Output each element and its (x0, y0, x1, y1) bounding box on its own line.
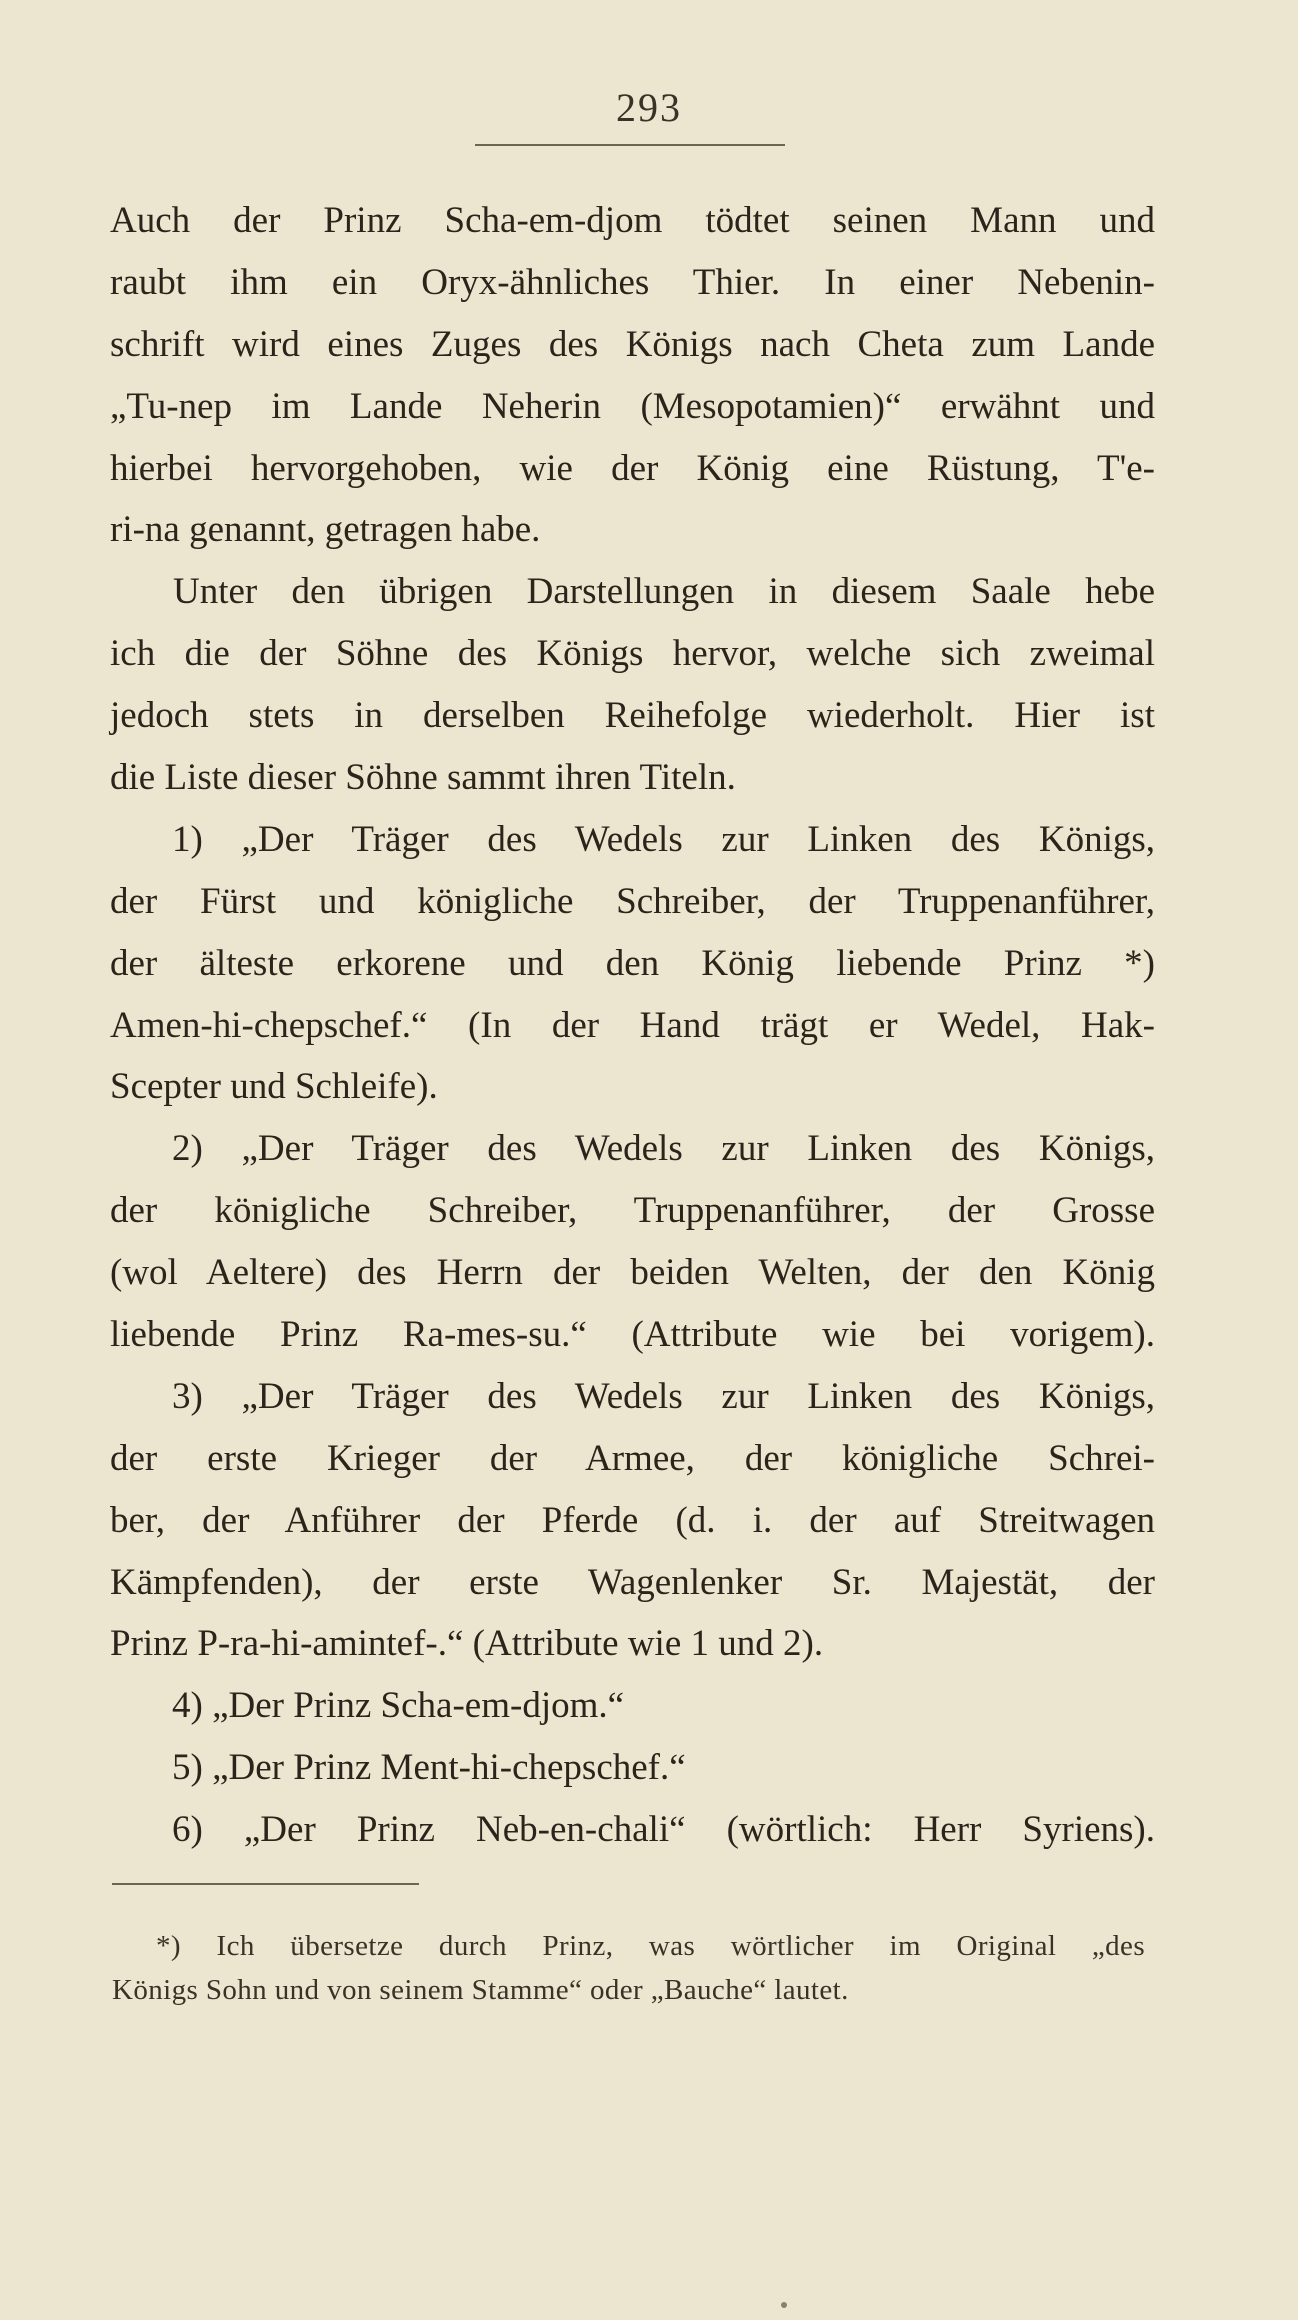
list-item-2: 2) „Der Träger des Wedels zur Linken des Königs, (172, 1128, 1155, 1170)
list-item-1: 1) „Der Träger des Wedels zur Linken des Königs, (172, 818, 1155, 860)
text-line: Kämpfenden), der erste Wagenlenker Sr. Majestät, der (110, 1561, 1155, 1603)
text-line: der Fürst und königliche Schreiber, der Truppenanführer, (110, 880, 1155, 922)
body-text (110, 190, 1155, 1861)
text-line: Scepter und Schleife). (110, 1066, 438, 1108)
text-line: die Liste dieser Söhne sammt ihren Titeln. (110, 757, 736, 799)
text-line: der königliche Schreiber, Truppenanführer, der Grosse (110, 1190, 1155, 1232)
page-number: 293 (616, 85, 682, 130)
header-rule (475, 144, 785, 146)
text-line: raubt ihm ein Oryx-ähnliches Thier. In einer Nebenin- (110, 261, 1155, 303)
text-line: ich die der Söhne des Königs hervor, welche sich zweimal (110, 633, 1155, 675)
list-item-5: 5) „Der Prinz Ment-hi-chepschef.“ (172, 1747, 686, 1789)
footnote-line: Königs Sohn und von seinem Stamme“ oder „Bauche“ lautet. (112, 1974, 849, 2006)
footnote-line: *) Ich übersetze durch Prinz, was wörtlicher im Original „des (156, 1930, 1145, 1962)
text-line: Unter den übrigen Darstellungen in diesem Saale hebe (173, 571, 1155, 613)
paper-speck (781, 2302, 787, 2308)
list-item-4: 4) „Der Prinz Scha-em-djom.“ (172, 1685, 625, 1727)
text-line: Prinz P-ra-hi-amintef-.“ (Attribute wie 1 und 2). (110, 1623, 824, 1665)
text-line: Auch der Prinz Scha-em-djom tödtet seinen Mann und (110, 200, 1155, 241)
text-line: „Tu-nep im Lande Neherin (Mesopotamien)“ erwähnt und (110, 385, 1155, 427)
text-line: Amen-hi-chepschef.“ (In der Hand trägt er Wedel, Hak- (110, 1004, 1155, 1046)
text-line: ri-na genannt, getragen habe. (110, 509, 541, 551)
footnote-rule (112, 1883, 419, 1885)
text-line: ber, der Anführer der Pferde (d. i. der auf Streitwagen (110, 1499, 1155, 1541)
text-line: der älteste erkorene und den König liebende Prinz *) (110, 942, 1155, 984)
footnote (112, 1924, 1145, 2012)
text-line: (wol Aeltere) des Herrn der beiden Welten, der den König (110, 1252, 1155, 1294)
text-line: der erste Krieger der Armee, der königliche Schrei- (110, 1437, 1155, 1479)
text-line: jedoch stets in derselben Reihefolge wiederholt. Hier ist (110, 695, 1155, 737)
text-line: hierbei hervorgehoben, wie der König eine Rüstung, T'e- (110, 447, 1155, 489)
list-item-3: 3) „Der Träger des Wedels zur Linken des Königs, (172, 1375, 1155, 1417)
text-line: schrift wird eines Zuges des Königs nach Cheta zum Lande (110, 323, 1155, 365)
text-line: liebende Prinz Ra-mes-su.“ (Attribute wie bei vorigem). (110, 1314, 1155, 1356)
list-item-6: 6) „Der Prinz Neb-en-chali“ (wörtlich: Herr Syriens). (172, 1809, 1155, 1851)
